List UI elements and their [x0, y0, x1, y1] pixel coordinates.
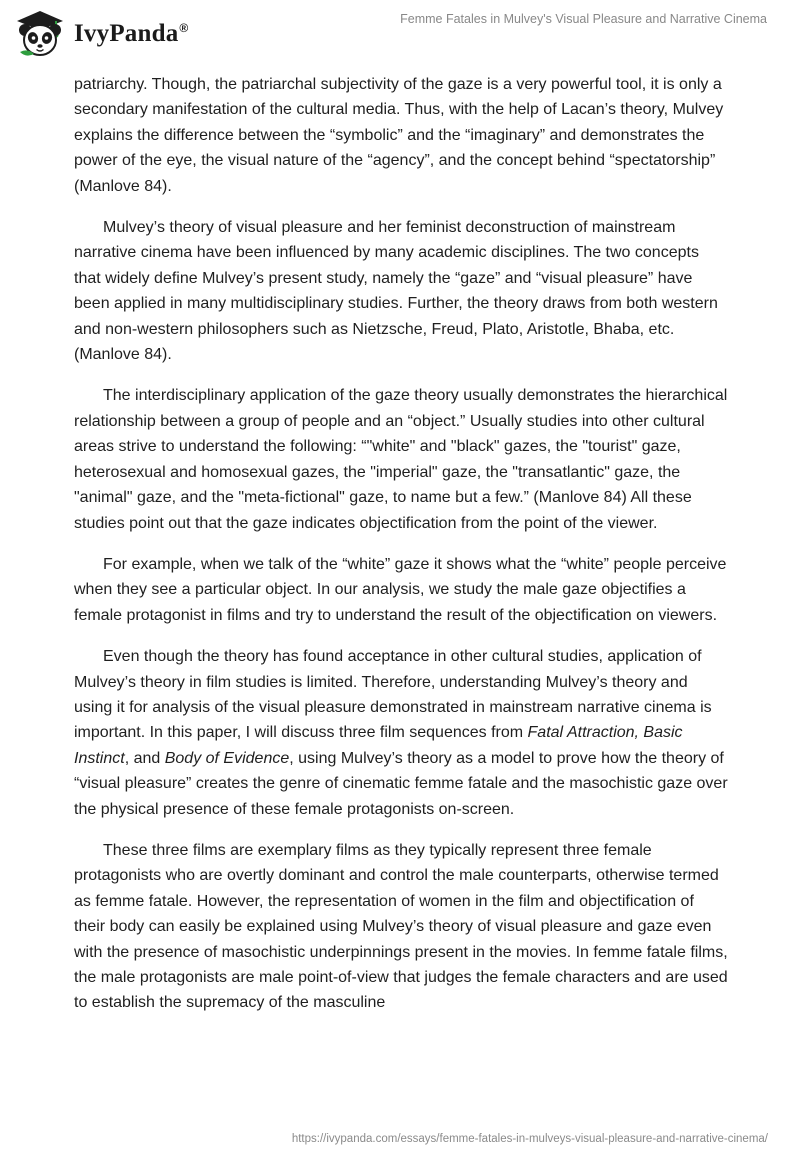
paragraph-5: [74, 644, 729, 822]
document-title: Femme Fatales in Mulvey's Visual Pleasure and Narrative Cinema: [400, 12, 767, 26]
logo-wordmark: IvyPanda®: [74, 20, 189, 47]
paragraph-5-text-c: , using Mulvey’s theory as a model to prove how the theory of “visual pleasure” creates the genre of cinematic femme fatale and the masochistic gaze over the physical presence of these female protagonists on-screen.: [74, 749, 728, 818]
paragraph-5-text-b: , and: [124, 749, 165, 767]
paragraph-5-text-a: Even though the theory has found acceptance in other cultural studies, application of Mulvey’s theory in film studies is limited. Therefore, understanding Mulvey’s theory and using it for analysis of the visual pleasure demonstrated in mainstream narrative cinema is important. In this paper, I will discuss three film sequences from: [74, 648, 712, 742]
paragraph-1: patriarchy. Though, the patriarchal subjectivity of the gaze is a very powerful tool, it is only a secondary manifestation of the cultural media. Thus, with the help of Lacan’s theory, Mulvey explains the difference between the “symbolic” and the “imaginary” and demonstrates the power of the eye, the visual nature of the “agency”, and the concept behind “spectatorship” (Manlove 84).: [74, 76, 724, 195]
source-url[interactable]: https://ivypanda.com/essays/femme-fatales-in-mulveys-visual-pleasure-and-narrative-cinema/: [291, 1133, 768, 1145]
paragraph-6: These three films are exemplary films as they typically represent three female protagonists who are overtly dominant and control the male counterparts, otherwise termed as femme fatale. However, the representation of women in the film and objectification of their body can easily be explained using Mulvey’s theory of visual pleasure and gaze even with the presence of masochistic underpinnings present in the movies. In femme fatale films, the male protagonists are male point-of-view that judges the female characters and are used to establish the supremacy of the masculine: [74, 841, 728, 1012]
panda-graduate-icon: [14, 8, 66, 60]
ivypanda-logo[interactable]: [14, 8, 188, 60]
paragraph-3: The interdisciplinary application of the gaze theory usually demonstrates the hierarchical relationship between a group of people and an “object.” Usually studies into other cultural areas strive to understand the following: “"white" and "black" gazes, the "tourist" gaze, heterosexual and homosexual gazes, the "imperial" gaze, the "transatlantic" gaze, the "animal" gaze, and the "meta-fictional" gaze, to name but a few.” (Manlove 84) All these studies point out that the gaze indicates objectification from the point of the viewer.: [74, 387, 728, 532]
page-header: [0, 0, 800, 66]
paragraph-2: Mulvey’s theory of visual pleasure and her feminist deconstruction of mainstream narrative cinema have been influenced by many academic disciplines. The two concepts that widely define Mulvey’s present study, namely the “gaze” and “visual pleasure” have been applied in many multidisciplinary studies. Further, the theory draws from both western and non-western philosophers such as Nietzsche, Freud, Plato, Aristotle, Bhaba, etc. (Manlove 84).: [74, 219, 718, 364]
film-titles-1: Fatal Attraction, Basic Instinct: [74, 724, 683, 767]
essay-body: [74, 72, 729, 1032]
film-title-2: Body of Evidence: [164, 749, 290, 767]
paragraph-4: For example, when we talk of the “white” gaze it shows what the “white” people perceive when they see a particular object. In our analysis, we study the male gaze objectifies a female protagonist in films and try to understand the result of the objectification on viewers.: [74, 555, 727, 624]
